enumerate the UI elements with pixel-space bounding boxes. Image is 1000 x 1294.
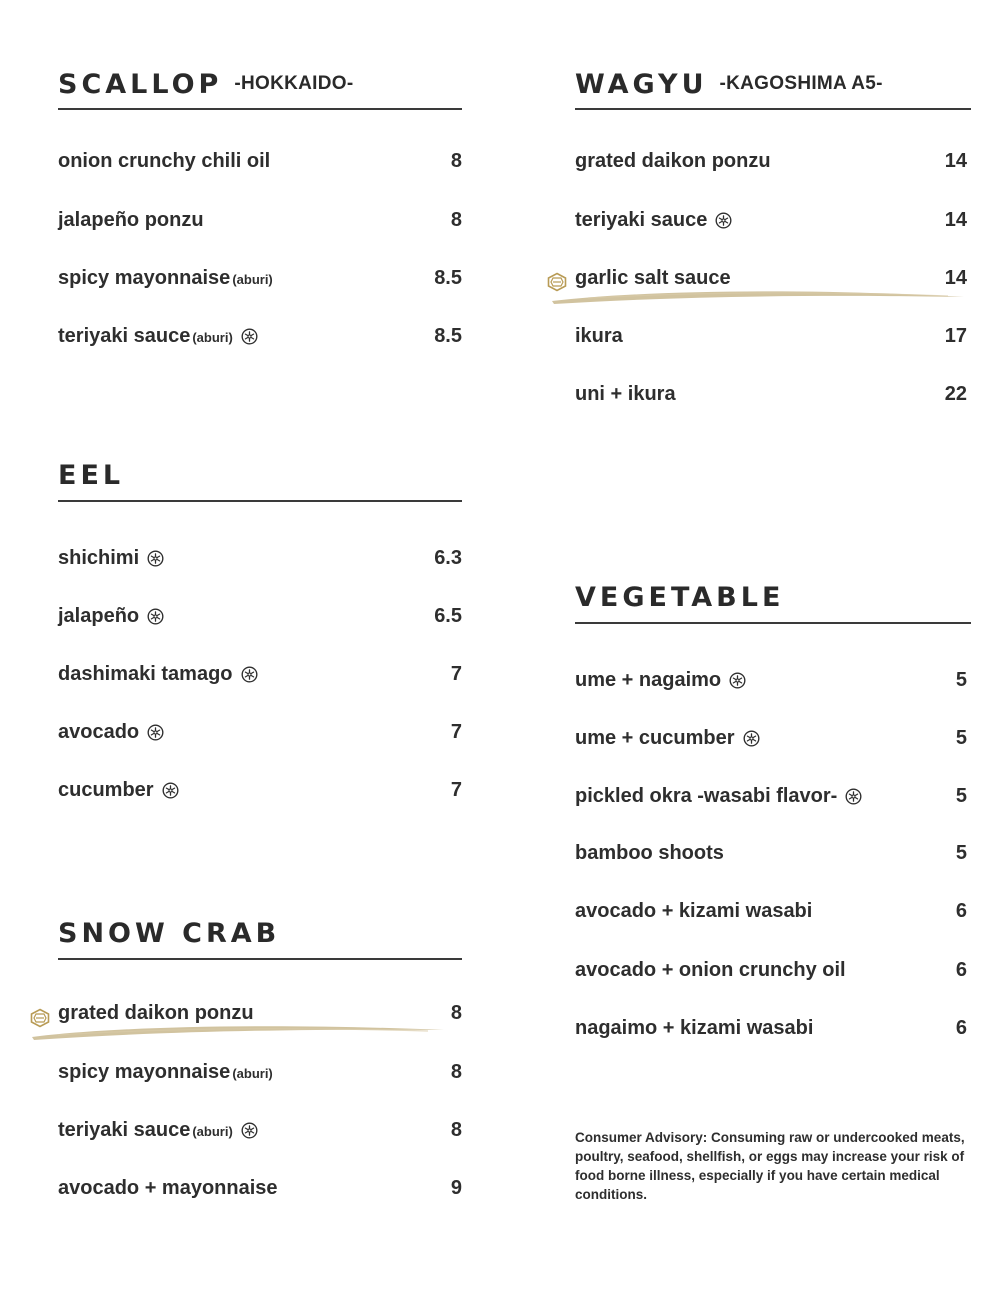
scallop-title: SCALLOP — [58, 69, 223, 100]
item-name: cucumber — [58, 779, 154, 801]
item-name-wrap — [58, 1115, 258, 1147]
featured-brush-stroke — [28, 1018, 448, 1044]
item-name: onion crunchy chili oil — [58, 150, 271, 172]
consumer-advisory: Consumer Advisory: Consuming raw or undercooked meats, poultry, seafood, shellfish, or eggs may increase your risk of food borne illness, especially if you have certain medical conditions. — [575, 1130, 965, 1202]
menu-item — [575, 205, 971, 235]
gluten-free-icon — [729, 672, 746, 689]
item-note: (aburi) — [232, 1066, 273, 1081]
menu-item — [575, 781, 971, 811]
menu-item — [58, 775, 462, 805]
item-name: garlic salt sauce — [575, 267, 731, 289]
vegetable-title: VEGETABLE — [575, 582, 785, 613]
gluten-free-icon — [147, 550, 164, 567]
menu-item — [575, 321, 971, 351]
item-name: teriyaki sauce — [58, 1119, 191, 1141]
eel-title: EEL — [58, 460, 125, 491]
item-price: 8 — [450, 1002, 462, 1024]
gluten-free-icon — [147, 608, 164, 625]
menu-item — [58, 601, 462, 631]
section-title — [58, 68, 353, 101]
menu-item — [58, 717, 462, 747]
item-name: teriyaki sauce — [575, 209, 708, 231]
item-price: 7 — [450, 663, 462, 685]
item-name-wrap — [58, 601, 164, 631]
item-name: avocado + mayonnaise — [58, 1177, 278, 1199]
item-name: pickled okra -wasabi flavor- — [575, 785, 838, 807]
item-name: jalapeño ponzu — [58, 209, 204, 231]
snow-crab-header — [58, 918, 462, 960]
item-name: grated daikon ponzu — [575, 150, 771, 172]
menu-item — [58, 205, 462, 235]
section-title — [575, 68, 883, 101]
item-price: 5 — [955, 669, 967, 691]
menu-item — [58, 321, 462, 351]
menu-item — [575, 955, 971, 985]
item-price: 7 — [450, 779, 462, 801]
item-price: 6.5 — [434, 605, 462, 627]
menu-item — [58, 1173, 462, 1203]
item-price: 6 — [955, 959, 967, 981]
wagyu-subtitle: -KAGOSHIMA A5- — [719, 73, 883, 94]
item-price: 17 — [944, 325, 967, 347]
item-price: 14 — [944, 209, 967, 231]
item-name: avocado + kizami wasabi — [575, 900, 813, 922]
item-name: avocado — [58, 721, 140, 743]
item-name-wrap — [58, 321, 258, 353]
menu-item — [58, 1115, 462, 1145]
gluten-free-icon — [715, 212, 732, 229]
item-price: 14 — [944, 150, 967, 172]
item-price: 22 — [944, 383, 967, 405]
item-name: uni + ikura — [575, 383, 676, 405]
item-price: 8 — [450, 209, 462, 231]
item-name: ume + cucumber — [575, 727, 735, 749]
item-name-wrap — [575, 781, 862, 811]
item-name: dashimaki tamago — [58, 663, 233, 685]
menu-item — [575, 838, 971, 868]
item-price: 14 — [944, 267, 967, 289]
gluten-free-icon — [147, 724, 164, 741]
item-name-wrap — [58, 1057, 273, 1089]
item-name: shichimi — [58, 547, 140, 569]
item-price: 8 — [450, 1119, 462, 1141]
item-name-wrap — [58, 775, 179, 805]
item-name-wrap — [575, 665, 746, 695]
item-price: 5 — [955, 785, 967, 807]
menu-item — [575, 665, 971, 695]
gluten-free-icon — [162, 782, 179, 799]
menu-item — [575, 1013, 971, 1043]
item-name: spicy mayonnaise — [58, 267, 231, 289]
item-name: teriyaki sauce — [58, 325, 191, 347]
item-price: 7 — [450, 721, 462, 743]
wagyu-header — [575, 68, 971, 110]
item-price: 9 — [450, 1177, 462, 1199]
item-price: 8.5 — [434, 267, 462, 289]
item-name-wrap — [58, 543, 164, 573]
item-name: jalapeño — [58, 605, 140, 627]
gluten-free-icon — [241, 1122, 258, 1139]
item-price: 8.5 — [434, 325, 462, 347]
eel-header — [58, 460, 462, 502]
menu-item — [58, 659, 462, 689]
item-name-wrap — [58, 659, 258, 689]
featured-hexagon-icon — [547, 272, 567, 292]
item-name: ume + nagaimo — [575, 669, 722, 691]
gluten-free-icon — [845, 788, 862, 805]
item-price: 6 — [955, 1017, 967, 1039]
item-note: (aburi) — [192, 330, 233, 345]
menu-item — [58, 146, 462, 176]
featured-brush-stroke — [548, 284, 968, 306]
item-name: grated daikon ponzu — [58, 1002, 254, 1024]
item-price: 8 — [450, 150, 462, 172]
item-price: 5 — [955, 842, 967, 864]
menu-item — [575, 723, 971, 753]
item-name: nagaimo + kizami wasabi — [575, 1017, 814, 1039]
item-note: (aburi) — [232, 272, 273, 287]
menu-item — [575, 896, 971, 926]
menu-item — [58, 543, 462, 573]
scallop-subtitle: -HOKKAIDO- — [234, 73, 354, 94]
item-price: 6.3 — [434, 547, 462, 569]
item-name-wrap — [575, 723, 760, 753]
item-name: ikura — [575, 325, 623, 347]
menu-item — [58, 1057, 462, 1087]
item-price: 6 — [955, 900, 967, 922]
vegetable-header — [575, 582, 971, 624]
item-name-wrap — [575, 205, 732, 235]
menu-item — [575, 146, 971, 176]
gluten-free-icon — [743, 730, 760, 747]
wagyu-title: WAGYU — [575, 69, 708, 100]
item-name-wrap — [58, 263, 273, 295]
menu-item — [575, 379, 971, 409]
scallop-header — [58, 68, 462, 110]
item-name: spicy mayonnaise — [58, 1061, 231, 1083]
item-price: 8 — [450, 1061, 462, 1083]
gluten-free-icon — [241, 328, 258, 345]
gluten-free-icon — [241, 666, 258, 683]
snow-crab-title: SNOW CRAB — [58, 918, 281, 949]
item-name: bamboo shoots — [575, 842, 724, 864]
item-price: 5 — [955, 727, 967, 749]
menu-item — [58, 263, 462, 293]
featured-hexagon-icon — [30, 1008, 50, 1028]
item-name-wrap — [58, 717, 164, 747]
item-name: avocado + onion crunchy oil — [575, 959, 846, 981]
item-note: (aburi) — [192, 1124, 233, 1139]
